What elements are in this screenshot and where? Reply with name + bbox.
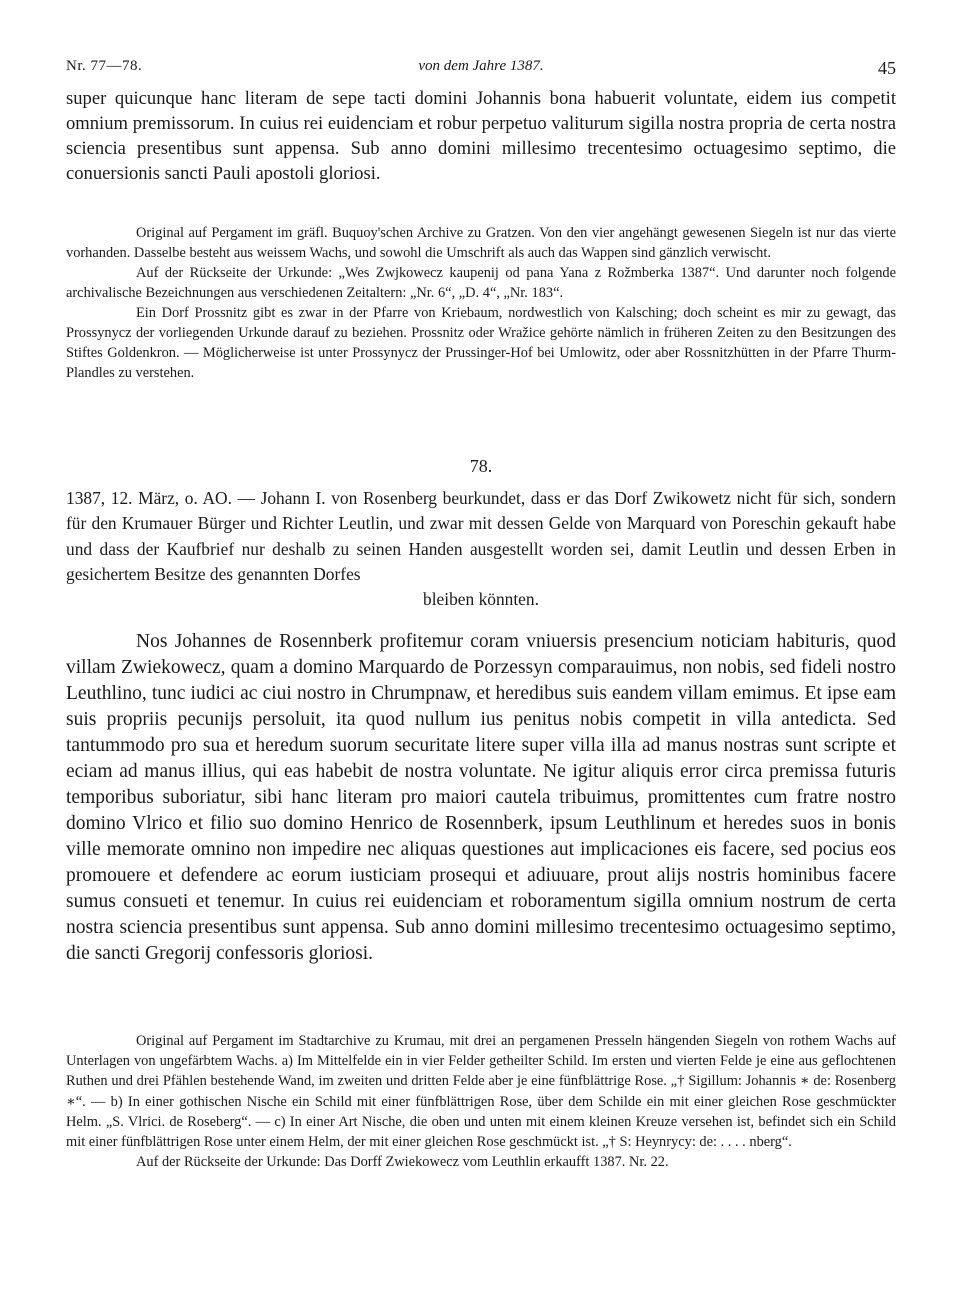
doc78-note-original: Original auf Pergament im Stadtarchive zu Krumau, mit drei an pergamenen Presseln hängenden Siegeln von rothem Wachs auf Unterlagen von ungefärbtem Wachs. a) Im Mittelfelde ein in vier Felder getheilter Schild. Im ersten und vierten Felde je eine aus geflochtenen Ruthen und drei Pfählen bestehende Wand, im zweiten und dritten Felde aber je eine fünfblättrige Rose. „† Sigillum: Johannis ∗ de: Rosenberg ∗“. — b) In einer gothischen Nische ein Schild mit einer fünfblättrigen Rose, über dem Schilde ein mit einer gleichen Rose geschmückter Helm. „S. Vlrici. de Roseberg“. — c) In einer Art Nische, die oben und unten mit einem kleinen Kreuze versehen ist, befindet sich ein Schild mit einer fünfblättrigen Rose unter einem Helm, der mit einer gleichen Rose geschmückt ist. „† S: Heynrycy: de: . . . . nberg“. (66, 1033, 896, 1151)
running-title: von dem Jahre 1387. (418, 58, 544, 74)
doc78-text (66, 629, 896, 967)
doc77-note-verso: Auf der Rückseite der Urkunde: „Wes Zwjkowecz kaupenij od pana Yana z Rožmberka 1387“. Und darunter noch folgende archivalische Bezeichnungen aus verschiedenen Zeitaltern: „Nr. 6“, „D. 4“, „Nr. 183“. (66, 265, 896, 301)
doc78-charter-paragraph: Nos Johannes de Rosennberk profitemur coram vniuersis presencium noticiam habituris, quod villam Zwiekowecz, quam a domino Marquardo de Porzessyn comparauimus, non nobis, sed fideli nostro Leuthlino, tunc iudici ac ciui nostro in Chrumpnaw, et heredibus suis eandem villam emimus. Et ipse eam suis propriis pecunijs persoluit, ita quod nullum ius penitus nobis competit in villa antedicta. Sed tantummodo pro sua et heredum suorum securitate litere super villa illa ad manus nostras sunt scripte et eciam ad manus illius, qui eas habebit de nostra voluntate. Ne igitur aliquis error circa premissa futuris temporibus suboriatur, sibi hanc literam pro maiori cautela tribuimus, promittentes cum fratre nostro domino Vlrico et filio suo domino Henrico de Rosennberk, ipsum Leuthlinum et heredes suos in bonis ville memorate omnino non impedire nec aliquas questiones aut implicaciones eis facere, sed pocius eos promouere et defendere ac eorum iusticiam prosequi et adiuuare, prout alijs nostris hominibus facere sumus consueti et tenemur. In cuius rei euidenciam et roboramentum sigilla omnium nostrum de certa nostra sciencia presentibus sunt appensa. Sub anno domini millesimo trecentesimo octuagesimo septimo, die sancti Gregorij confessoris gloriosi. (66, 631, 896, 964)
doc78-regest (66, 486, 896, 612)
document-range: Nr. 77—78. (66, 58, 143, 74)
doc78-note-verso: Auf der Rückseite der Urkunde: Das Dorff Zwiekowecz vom Leuthlin erkaufft 1387. Nr. 22. (136, 1154, 669, 1171)
running-header (66, 58, 896, 82)
doc78-regest-last-line: bleiben könnten. (423, 589, 539, 610)
doc78-number: 78. (469, 456, 493, 476)
page-number: 45 (878, 58, 896, 78)
doc77-text (66, 86, 896, 186)
doc78-notes (66, 1031, 896, 1172)
doc77-notes (66, 223, 896, 383)
doc77-note-prossnitz: Ein Dorf Prossnitz gibt es zwar in der Pfarre von Kriebaum, nordwestlich von Kalsching; doch scheint es mir zu gewagt, das Prossynycz der vorliegenden Urkunde darauf zu beziehen. Prossnitz oder Wražice gehörte nämlich in früheren Zeiten zu den Besitzungen des Stiftes Goldenkron. — Möglicherweise ist unter Prossynycz der Prussinger-Hof bei Umlowitz, oder aber Rossnitzhütten in der Pfarre Thurm-Plandles zu verstehen. (66, 305, 896, 381)
doc78-regest-text: 1387, 12. März, o. AO. — Johann I. von Rosenberg beurkundet, dass er das Dorf Zwikowetz nicht für sich, sondern für den Krumauer Bürger und Richter Leutlin, und zwar mit dessen Gelde von Marquard von Poreschin gekauft habe und dass der Kaufbrief nur deshalb zu seinen Handen ausgestellt worden sei, damit Leutlin und dessen Erben in gesichertem Besitze des genannten Dorfes (66, 488, 896, 584)
doc77-paragraph: super quicunque hanc literam de sepe tacti domini Johannis bona habuerit voluntate, eidem ius competit omnium premissorum. In cuius rei euidenciam et robur perpetuo valiturum sigilla nostra propria de certa nostra sciencia presentibus sunt appensa. Sub anno domini millesimo trecentesimo octuagesimo septimo, die conuersionis sancti Pauli apostoli gloriosi. (66, 88, 896, 184)
doc77-note-original: Original auf Pergament im gräfl. Buquoy'schen Archive zu Gratzen. Von den vier angehängt gewesenen Siegeln ist nur das vierte vorhanden. Dasselbe besteht aus weissem Wachs, und sowohl die Umschrift als auch das Wappen sind gänzlich verwischt. (66, 225, 896, 261)
